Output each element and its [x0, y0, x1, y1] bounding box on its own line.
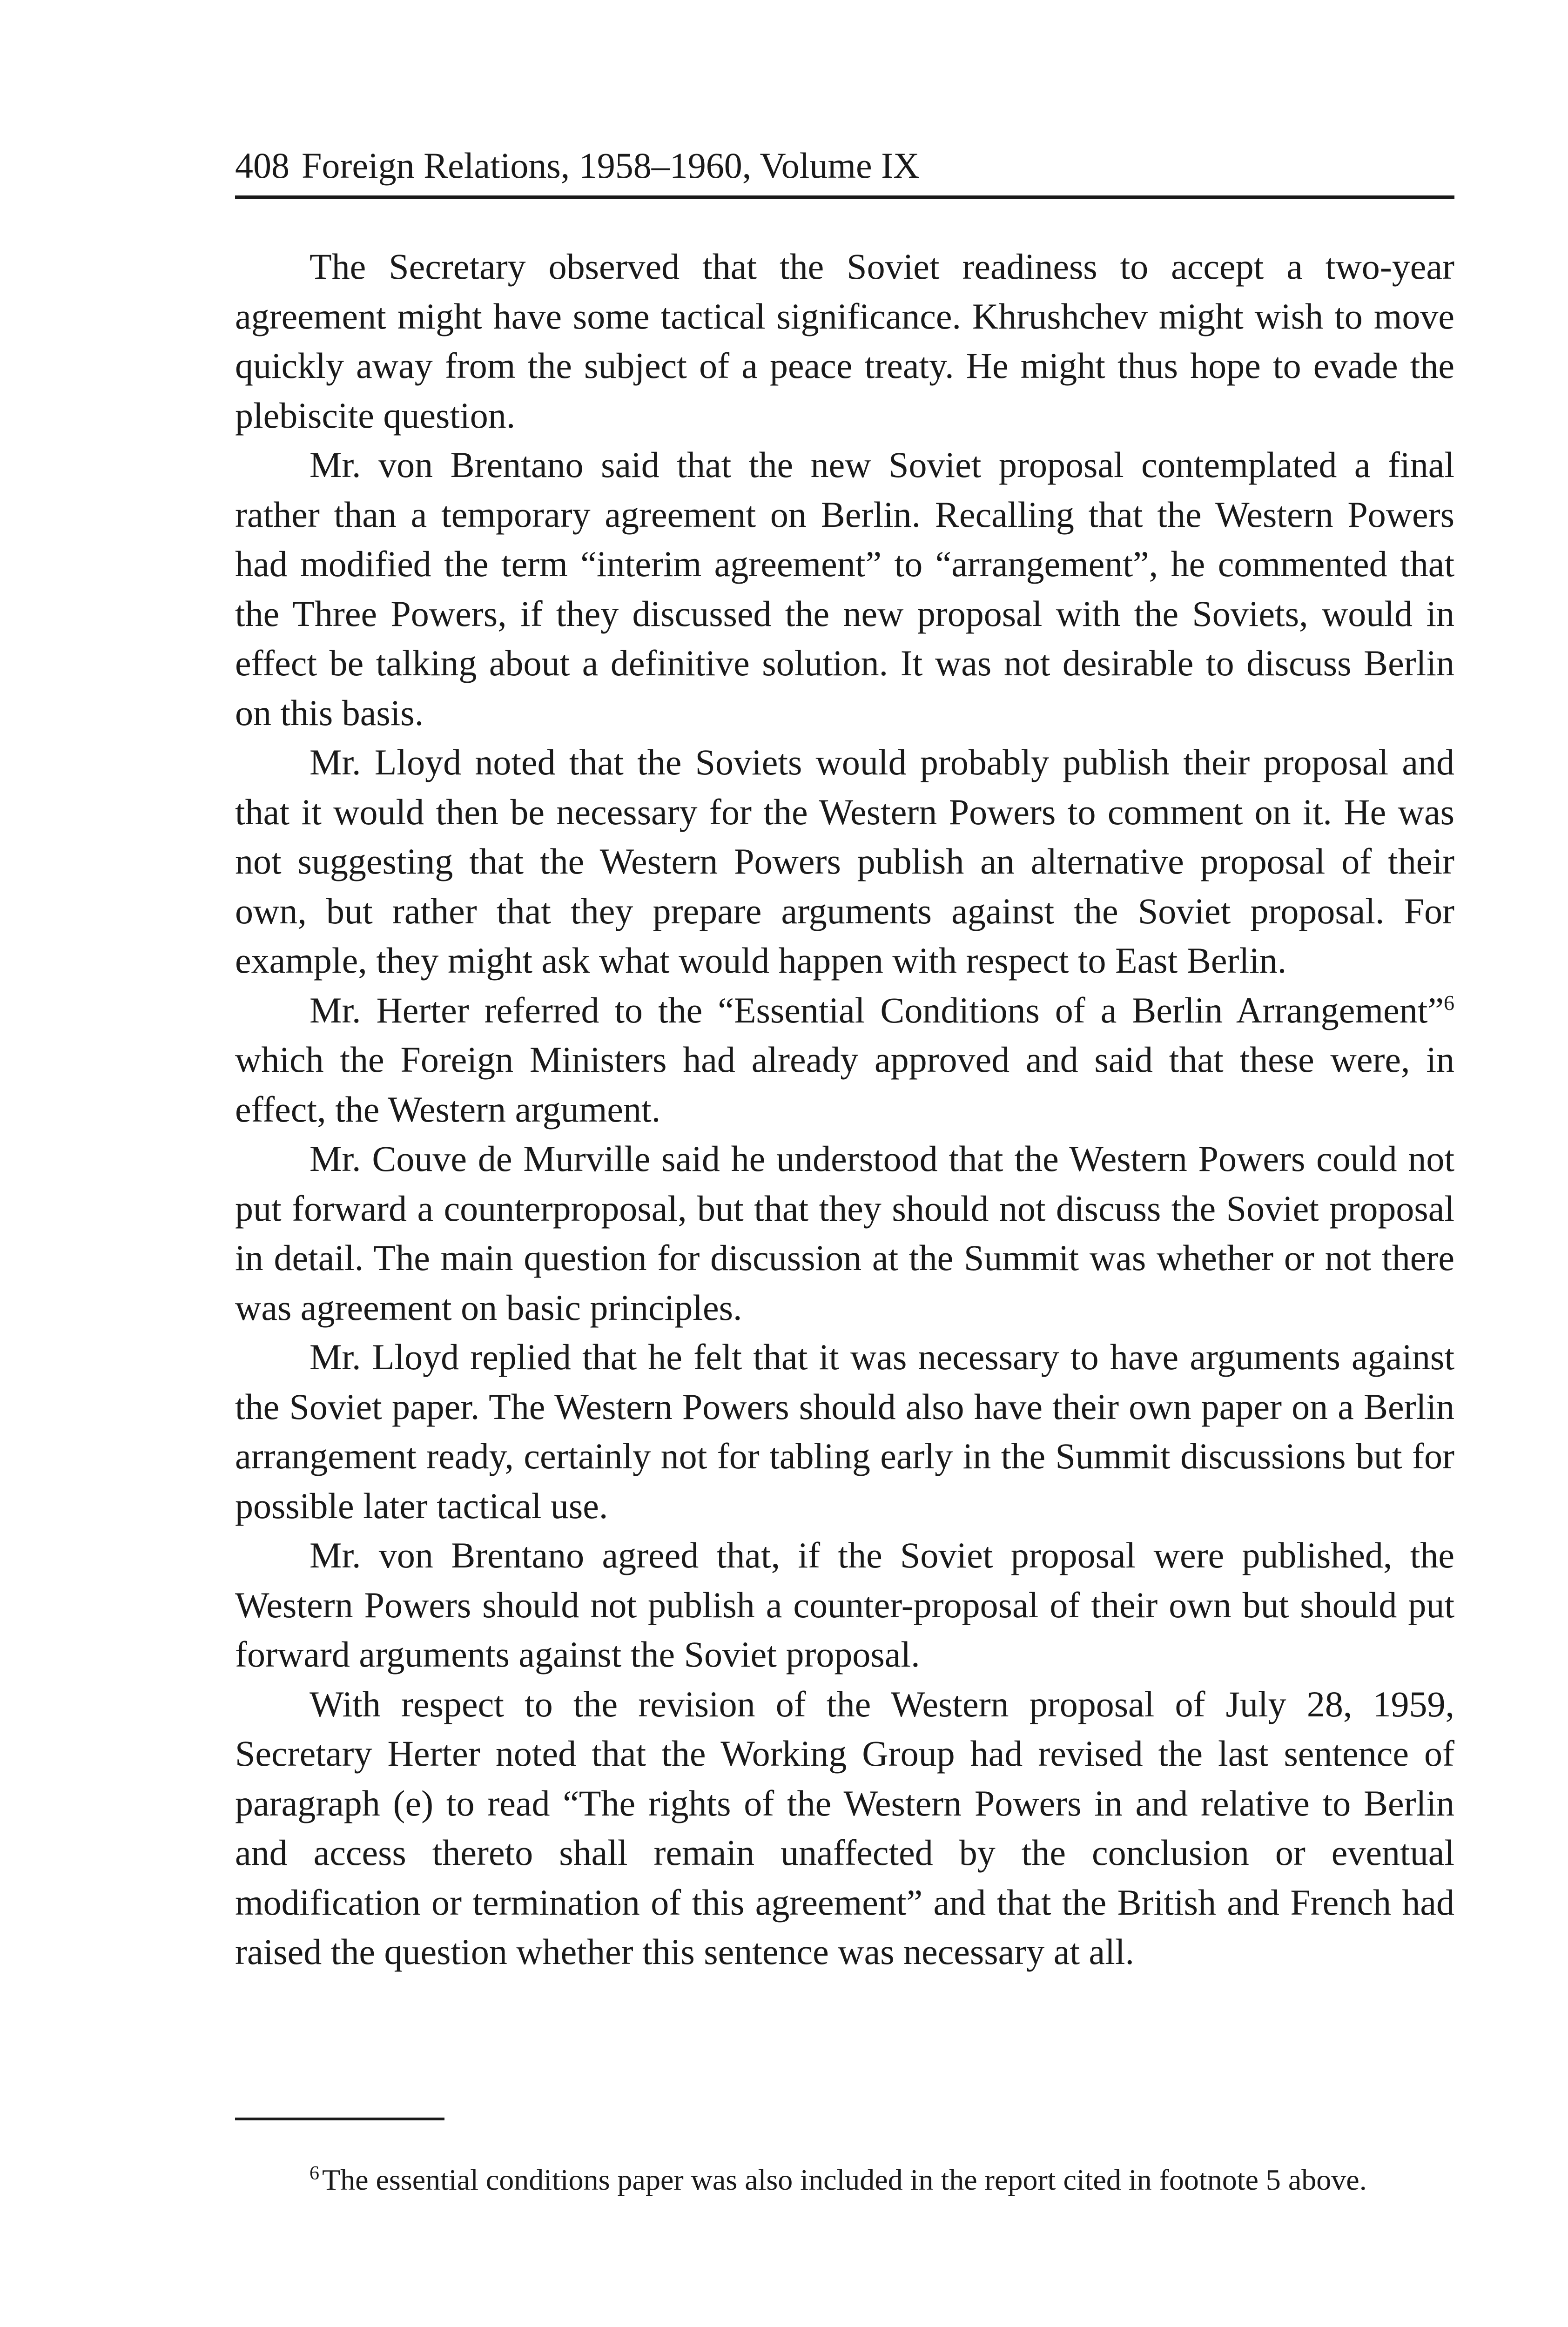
- paragraph-couve-de-murville: Mr. Couve de Murville said he understood that the Western Powers could not put forward a counterproposal, but that they should not discuss the Soviet proposal in detail. The main question for discussion at the Summit was whether or not there was agreement on basic principles.: [235, 1138, 1454, 1328]
- body-text: [235, 242, 1454, 1977]
- footnote-reference: 6: [1444, 990, 1454, 1015]
- paragraph-text-before-ref: Mr. Herter referred to the “Essential Conditions of a Berlin Arrangement”: [310, 989, 1444, 1030]
- volume-title: Foreign Relations, 1958–1960, Volume IX: [302, 145, 920, 186]
- footnote: [235, 2159, 1454, 2200]
- paragraph-text-after-ref: which the Foreign Ministers had already approved and said that these were, in effect, the Western argument.: [235, 1039, 1454, 1130]
- page-number: 408: [235, 145, 289, 186]
- paragraph-secretary-observation: The Secretary observed that the Soviet readiness to accept a two-year agreement might have some tactical significance. Khrushchev might wish to move quickly away from the subject of a peace treaty. He might thus hope to evade the plebiscite question.: [235, 246, 1454, 436]
- paragraph-lloyd-publish: Mr. Lloyd noted that the Soviets would probably publish their proposal and that it would then be necessary for the Western Powers to comment on it. He was not suggesting that the Western Powers publish an alternative proposal of their own, but rather that they prepare arguments against the Soviet proposal. For example, they might ask what would happen with respect to East Berlin.: [235, 742, 1454, 981]
- footnote-rule: [235, 2118, 444, 2120]
- paragraph-von-brentano-final-agreement: Mr. von Brentano said that the new Soviet proposal contemplated a final rather than a temporary agreement on Berlin. Recalling that the Western Powers had modified the term “interim agreement” to “arrangement”, he commented that the Three Powers, if they discussed the new proposal with the Soviets, would in effect be talking about a definitive solution. It was not desirable to discuss Berlin on this basis.: [235, 444, 1454, 733]
- footnote-text: The essential conditions paper was also included in the report cited in footnote 5 above.: [322, 2163, 1367, 2196]
- paragraph-lloyd-reply: Mr. Lloyd replied that he felt that it was necessary to have arguments against the Soviet paper. The Western Powers should also have their own paper on a Berlin arrangement ready, certainly not for tabling early in the Summit discussions but for possible later tactical use.: [235, 1337, 1454, 1526]
- paragraph-herter-revision: With respect to the revision of the Western proposal of July 28, 1959, Secretary Herter noted that the Working Group had revised the last sentence of paragraph (e) to read “The rights of the Western Powers in and relative to Berlin and access thereto shall remain unaffected by the conclusion or eventual modification or termination of this agreement” and that the British and French had raised the question whether this sentence was necessary at all.: [235, 1683, 1454, 1972]
- running-head: [235, 143, 1454, 188]
- header-rule: [235, 195, 1454, 199]
- paragraph-herter-essential-conditions: [235, 986, 1454, 1135]
- footnote-number: 6: [310, 2162, 319, 2184]
- paragraph-von-brentano-agreed: Mr. von Brentano agreed that, if the Soviet proposal were published, the Western Powers should not publish a counter-proposal of their own but should put forward arguments against the Soviet proposal.: [235, 1535, 1454, 1675]
